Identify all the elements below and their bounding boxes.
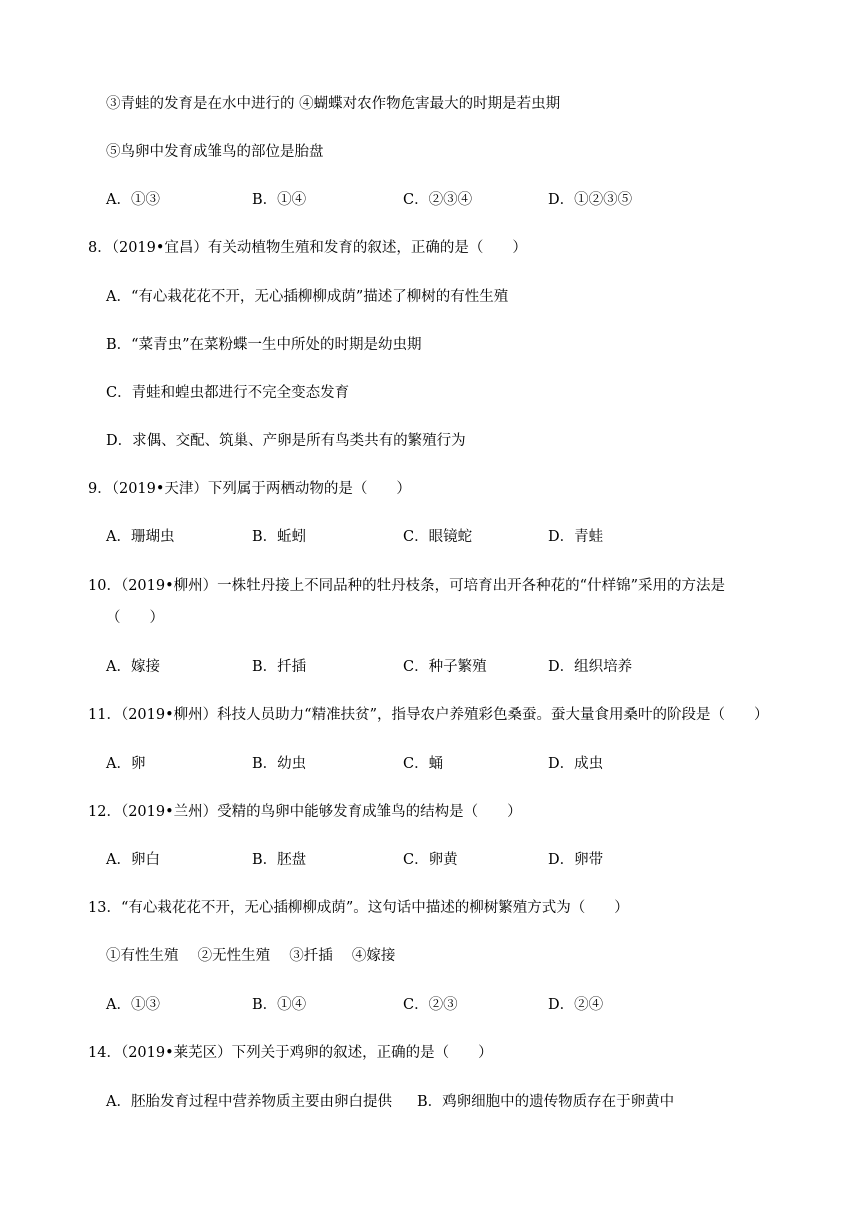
q11-option-c: C．蛹 (403, 756, 444, 772)
q8-option-a: A．“有心栽花花不开，无心插柳柳成荫”描述了柳树的有性生殖 (106, 289, 509, 305)
q9-option-b: B．蚯蚓 (252, 529, 307, 545)
q13-option-a: A．①③ (106, 997, 160, 1013)
q8-option-b: B．“菜青虫”在菜粉蝶一生中所处的时期是幼虫期 (106, 337, 422, 353)
q14-option-b: B．鸡卵细胞中的遗传物质存在于卵黄中 (417, 1094, 675, 1110)
q7-statement-3-4: ③青蛙的发育是在水中进行的 ④蝴蝶对农作物危害最大的时期是若虫期 (106, 96, 561, 112)
q10-stem: 10．（2019•柳州）一株牡丹接上不同品种的牡丹枝条，可培育出开各种花的“什样锦”采用的方法是 (88, 578, 725, 594)
q13-items: ①有性生殖 ②无性生殖 ③扦插 ④嫁接 (106, 948, 396, 964)
q11-option-b: B．幼虫 (252, 756, 307, 772)
q8-stem: 8．（2019•宜昌）有关动植物生殖和发育的叙述，正确的是（ ） (88, 240, 527, 256)
q10-stem-cont: （ ） (106, 610, 164, 626)
q13-option-d: D．②④ (548, 997, 604, 1013)
q12-option-a: A．卵白 (106, 852, 160, 868)
q11-option-a: A．卵 (106, 756, 146, 772)
q11-option-d: D．成虫 (548, 756, 604, 772)
q12-stem: 12．（2019•兰州）受精的鸟卵中能够发育成雏鸟的结构是（ ） (88, 804, 522, 820)
q7-option-c: C．②③④ (403, 192, 473, 208)
q11-stem: 11．（2019•柳州）科技人员助力“精准扶贫”，指导农户养殖彩色桑蚕。蚕大量食用桑叶的阶段是（ ） (88, 707, 769, 723)
q10-option-a: A．嫁接 (106, 659, 160, 675)
q7-option-b: B．①④ (252, 192, 307, 208)
q12-option-c: C．卵黄 (403, 852, 458, 868)
q9-option-d: D．青蛙 (548, 529, 604, 545)
q7-statement-5: ⑤鸟卵中发育成雏鸟的部位是胎盘 (106, 144, 324, 160)
q12-option-b: B．胚盘 (252, 852, 307, 868)
q13-option-c: C．②③ (403, 997, 458, 1013)
q14-stem: 14．（2019•莱芜区）下列关于鸡卵的叙述，正确的是（ ） (88, 1045, 493, 1061)
q7-option-d: D．①②③⑤ (548, 192, 633, 208)
q9-option-a: A．珊瑚虫 (106, 529, 175, 545)
q12-option-d: D．卵带 (548, 852, 604, 868)
q13-option-b: B．①④ (252, 997, 307, 1013)
q7-option-a: A．①③ (106, 192, 160, 208)
q9-stem: 9．（2019•天津）下列属于两栖动物的是（ ） (88, 481, 411, 497)
q13-stem: 13．“有心栽花花不开，无心插柳柳成荫”。这句话中描述的柳树繁殖方式为（ ） (88, 900, 629, 916)
q8-option-d: D．求偶、交配、筑巢、产卵是所有鸟类共有的繁殖行为 (106, 433, 466, 449)
q10-option-b: B．扦插 (252, 659, 307, 675)
q8-option-c: C．青蛙和蝗虫都进行不完全变态发育 (106, 385, 350, 401)
q10-option-d: D．组织培养 (548, 659, 633, 675)
q14-option-a: A．胚胎发育过程中营养物质主要由卵白提供 (106, 1094, 392, 1110)
q10-option-c: C．种子繁殖 (403, 659, 487, 675)
q9-option-c: C．眼镜蛇 (403, 529, 473, 545)
